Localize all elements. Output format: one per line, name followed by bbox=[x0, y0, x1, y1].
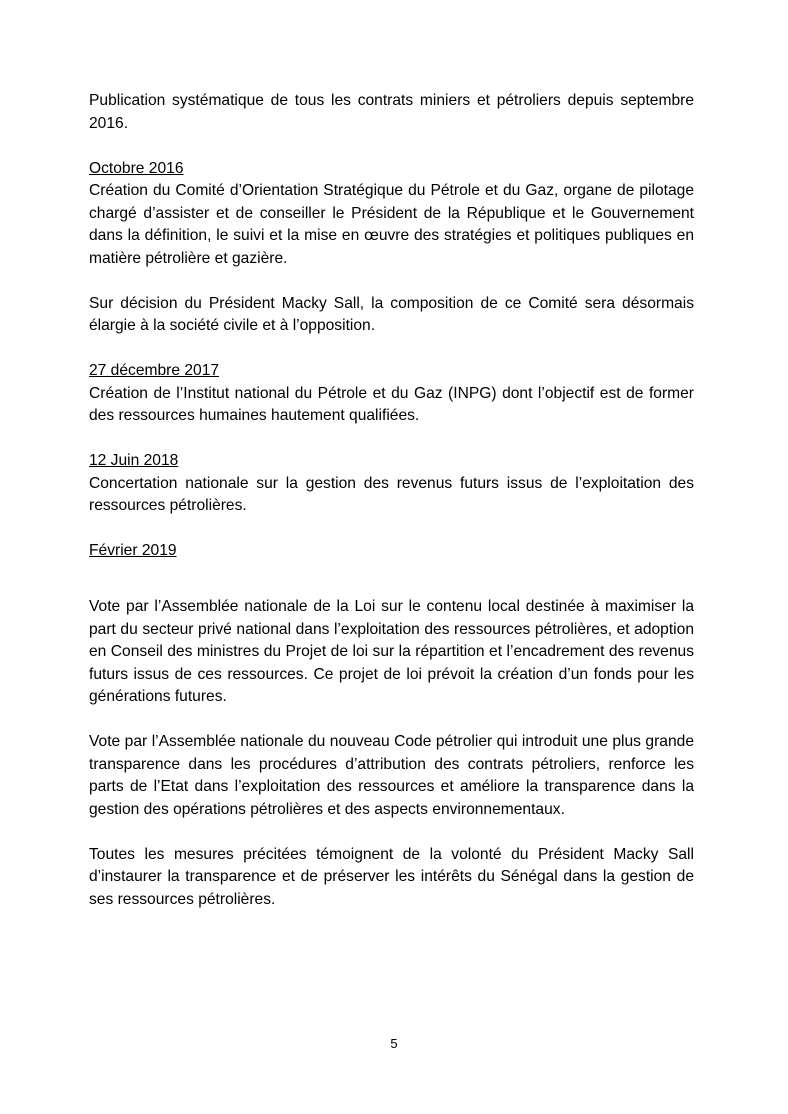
paragraph-contract-publication: Publication systématique de tous les contrats miniers et pétroliers depuis septembre 2016. bbox=[89, 92, 694, 132]
date-heading-october-2016: Octobre 2016 bbox=[89, 159, 184, 177]
paragraph-national-concertation: Concertation nationale sur la gestion des revenus futurs issus de l’exploitation des ressources pétrolières. bbox=[89, 474, 694, 514]
page-number: 5 bbox=[390, 1036, 398, 1051]
paragraph-committee-composition: Sur décision du Président Macky Sall, la composition de ce Comité sera désormais élargie à la société civile et à l’opposition. bbox=[89, 294, 694, 334]
paragraph-petroleum-code: Vote par l’Assemblée nationale du nouveau Code pétrolier qui introduit une plus grande transparence dans les procédures d’attribution des contrats pétroliers, renforce les parts de l’Etat dans l’exploitation des ressources et améliore la transparence dans la gestion des opérations pétrolières et des aspects environnementaux. bbox=[89, 733, 694, 818]
date-heading-february-2019: Février 2019 bbox=[89, 542, 177, 559]
paragraph-conclusion: Toutes les mesures précitées témoignent de la volonté du Président Macky Sall d’instaurer la transparence et de préserver les intérêts du Sénégal dans la gestion de ses ressources pétrolières. bbox=[89, 845, 694, 908]
paragraph-local-content-law: Vote par l’Assemblée nationale de la Loi sur le contenu local destinée à maximiser la part du secteur privé national dans l’exploitation des ressources pétrolières, et adoption en Conseil des ministres du Projet de loi sur la répartition et l’encadrement des revenus futurs issus de ces ressources. Ce projet de loi prévoit la création d’un fonds pour les générations futures. bbox=[89, 598, 694, 705]
paragraph-strategic-committee: Création du Comité d’Orientation Stratégique du Pétrole et du Gaz, organe de pilotage chargé d’assister et de conseiller le Président de la République et le Gouvernement dans la définition, le suivi et la mise en œuvre des stratégies et politiques publiques en matière pétrolière et gazière. bbox=[89, 182, 694, 267]
document-body bbox=[89, 90, 694, 911]
date-heading-december-2017: 27 décembre 2017 bbox=[89, 362, 220, 379]
paragraph-inpg-creation: Création de l’Institut national du Pétrole et du Gaz (INPG) dont l’objectif est de former des ressources humaines hautement qualifiées. bbox=[89, 384, 694, 424]
date-heading-june-2018: 12 Juin 2018 bbox=[89, 452, 179, 469]
